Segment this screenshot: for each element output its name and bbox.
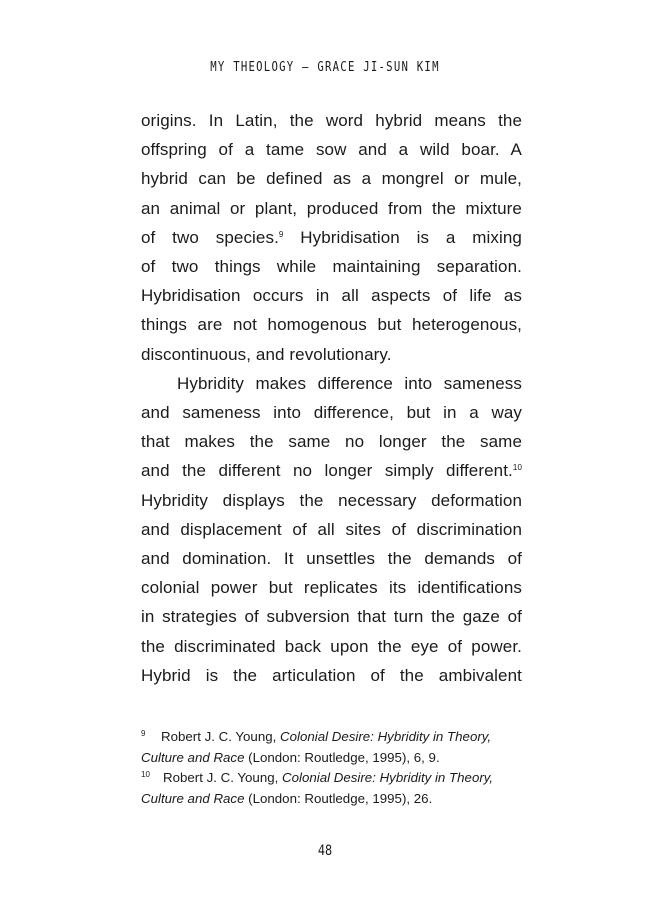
body-line: in strategies of subversion that turn the gaze of bbox=[141, 607, 522, 627]
body-line: Hybridisation occurs in all aspects of life as bbox=[141, 286, 522, 306]
body-line-segment: and the different no longer simply different. bbox=[141, 461, 513, 481]
body-line: an animal or plant, produced from the mixture bbox=[141, 198, 522, 218]
body-line: Hybridity makes difference into sameness bbox=[177, 373, 522, 393]
body-line: hybrid can be defined as a mongrel or mule, bbox=[141, 169, 522, 189]
body-line: Hybridity displays the necessary deformation bbox=[141, 490, 522, 510]
body-line: Hybrid is the articulation of the ambivalent bbox=[141, 665, 522, 685]
body-line: origins. In Latin, the word hybrid means the bbox=[141, 111, 522, 130]
footnote-9: 9 Robert J. C. Young, Colonial Desire: Hybridity in Theory, Culture and Race (London: Routledge, 1995), 6, 9. bbox=[141, 729, 492, 765]
page-number: 48 bbox=[317, 843, 333, 859]
body-line: things are not homogenous but heterogenous, bbox=[141, 315, 522, 335]
footnote-title: Colonial Desire: Hybridity in Theory, bbox=[282, 770, 494, 785]
footnote-author: Robert J. C. Young, bbox=[163, 770, 283, 785]
footnote-10: 10 Robert J. C. Young, Colonial Desire: Hybridity in Theory, Culture and Race (London: Routledge, 1995), 26. bbox=[141, 770, 494, 806]
paragraph-1 bbox=[141, 106, 522, 369]
body-line: of two things while maintaining separation. bbox=[141, 257, 522, 277]
footnotes bbox=[141, 727, 523, 809]
body-line-with-note-ref bbox=[141, 223, 522, 252]
paragraph-2 bbox=[141, 369, 522, 690]
body-line: and sameness into difference, but in a way bbox=[141, 403, 522, 423]
body-line-with-note-ref bbox=[141, 456, 522, 485]
body-line: discontinuous, and revolutionary. bbox=[141, 344, 392, 364]
body-line: that makes the same no longer the same bbox=[141, 432, 522, 452]
body-line: the discriminated back upon the eye of power. bbox=[141, 636, 522, 656]
body-line: and displacement of all sites of discrimination bbox=[141, 519, 522, 539]
footnote-publication: (London: Routledge, 1995), 26. bbox=[244, 790, 433, 806]
body-line-segment: of two species. bbox=[141, 227, 279, 247]
running-head: MY THEOLOGY – GRACE JI-SUN KIM bbox=[210, 60, 440, 75]
footnote-title: Culture and Race bbox=[141, 790, 245, 806]
footnote-title: Colonial Desire: Hybridity in Theory, bbox=[280, 729, 492, 744]
body-text bbox=[141, 106, 522, 690]
body-line: and domination. It unsettles the demands of bbox=[141, 549, 522, 569]
body-line: colonial power but replicates its identifications bbox=[141, 578, 522, 598]
body-line: offspring of a tame sow and a wild boar. A bbox=[141, 140, 522, 160]
body-line-segment: Hybridisation is a mixing bbox=[283, 227, 522, 247]
footnote-publication: (London: Routledge, 1995), 6, 9. bbox=[244, 749, 440, 765]
footnote-author: Robert J. C. Young, bbox=[161, 729, 281, 744]
footnote-reference-10[interactable]: 10 bbox=[512, 463, 522, 473]
footnote-reference-9[interactable]: 9 bbox=[278, 229, 284, 239]
footnote-title: Culture and Race bbox=[141, 749, 245, 765]
